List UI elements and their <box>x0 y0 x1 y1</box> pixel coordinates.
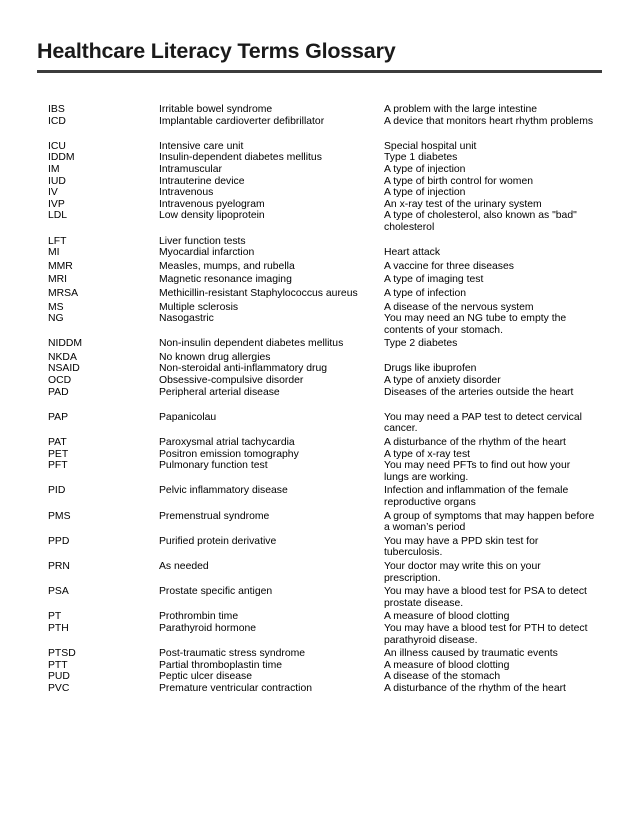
full-term: No known drug allergies <box>159 351 271 363</box>
full-term: Nasogastric <box>159 313 214 325</box>
definition: A type of birth control for women <box>384 175 534 187</box>
table-row <box>48 648 596 660</box>
full-term: Implantable cardioverter defibrillator <box>159 115 325 127</box>
table-row <box>48 261 596 273</box>
full-term: Post-traumatic stress syndrome <box>159 648 306 660</box>
abbreviation: MI <box>48 247 60 259</box>
full-term: Purified protein derivative <box>159 535 277 547</box>
abbreviation: MS <box>48 301 64 313</box>
definition: Diseases of the arteries outside the heart <box>384 386 574 398</box>
table-row <box>48 236 596 248</box>
abbreviation: PTT <box>48 659 68 671</box>
abbreviation: PUD <box>48 671 70 683</box>
abbreviation: LFT <box>48 235 67 247</box>
definition: Type 1 diabetes <box>384 152 458 164</box>
full-term: Intramuscular <box>159 163 222 175</box>
full-term: Peptic ulcer disease <box>159 671 252 683</box>
definition: A disease of the nervous system <box>384 301 534 313</box>
abbreviation: IDDM <box>48 152 75 164</box>
full-term: Myocardial infarction <box>159 247 255 259</box>
full-term: Irritable bowel syndrome <box>159 104 273 115</box>
abbreviation: PT <box>48 611 62 623</box>
full-term: Intravenous <box>159 187 214 199</box>
table-row <box>48 660 596 672</box>
abbreviation: NSAID <box>48 363 80 375</box>
definition: A type of cholesterol, also known as "bad" cholesterol <box>384 210 577 233</box>
table-row <box>48 611 596 623</box>
table-row <box>48 274 596 286</box>
abbreviation: IBS <box>48 104 65 115</box>
definition: A disturbance of the rhythm of the heart <box>384 437 566 449</box>
table-row <box>48 363 596 375</box>
abbreviation: IVP <box>48 198 65 210</box>
table-row <box>48 104 596 116</box>
table-row <box>48 437 596 449</box>
definition: A type of injection <box>384 187 466 199</box>
abbreviation: LDL <box>48 210 68 222</box>
definition: A type of x-ray test <box>384 448 471 460</box>
definition: Your doctor may write this on your prescription. <box>384 560 541 584</box>
definition: A type of imaging test <box>384 274 484 286</box>
table-row <box>48 176 596 188</box>
abbreviation: ICD <box>48 115 66 127</box>
definition: Special hospital unit <box>384 140 477 152</box>
table-row <box>48 302 596 314</box>
full-term: Non-steroidal anti-inflammatory drug <box>159 363 328 375</box>
full-term: Parathyroid hormone <box>159 622 257 634</box>
abbreviation: PRN <box>48 560 70 572</box>
title-divider <box>37 70 602 73</box>
table-row <box>48 352 596 364</box>
abbreviation: PFT <box>48 460 68 472</box>
page-title: Healthcare Literacy Terms Glossary <box>37 39 396 63</box>
definition: A problem with the large intestine <box>384 104 538 115</box>
glossary-table <box>48 104 596 695</box>
table-row <box>48 152 596 164</box>
table-row <box>48 247 596 259</box>
table-row <box>48 586 596 609</box>
table-row <box>48 671 596 683</box>
definition: A type of anxiety disorder <box>384 375 501 387</box>
definition: Heart attack <box>384 247 441 259</box>
definition: You may need PFTs to find out how your lungs are working. <box>384 460 571 483</box>
full-term: Insulin-dependent diabetes mellitus <box>159 152 322 164</box>
full-term: Premenstrual syndrome <box>159 510 270 522</box>
definition: A disturbance of the rhythm of the heart <box>384 682 566 694</box>
full-term: Positron emission tomography <box>159 448 299 460</box>
full-term: Prostate specific antigen <box>159 586 273 598</box>
table-row <box>48 338 596 350</box>
abbreviation: ICU <box>48 140 66 152</box>
definition: You may have a blood test for PTH to detect parathyroid disease. <box>384 622 588 646</box>
table-row <box>48 485 596 508</box>
full-term: Pelvic inflammatory disease <box>159 485 288 497</box>
abbreviation: PVC <box>48 682 70 694</box>
table-row <box>48 460 596 483</box>
definition: A type of injection <box>384 163 466 175</box>
abbreviation: IM <box>48 163 60 175</box>
abbreviation: PPD <box>48 535 70 547</box>
full-term: Methicillin-resistant Staphylococcus aureus <box>159 287 358 299</box>
abbreviation: PTSD <box>48 648 76 660</box>
abbreviation: NIDDM <box>48 338 83 350</box>
abbreviation: IUD <box>48 175 66 187</box>
definition: A device that monitors heart rhythm problems <box>384 115 594 127</box>
definition: You may have a blood test for PSA to detect prostate disease. <box>384 586 587 609</box>
full-term: As needed <box>159 560 209 572</box>
full-term: Paroxysmal atrial tachycardia <box>159 437 295 449</box>
abbreviation: PSA <box>48 586 69 598</box>
definition: You may need an NG tube to empty the contents of your stomach. <box>384 313 567 336</box>
table-row <box>48 449 596 461</box>
definition: You may have a PPD skin test for tuberculosis. <box>384 535 539 559</box>
full-term: Premature ventricular contraction <box>159 682 313 694</box>
table-row <box>48 199 596 211</box>
full-term: Intrauterine device <box>159 175 245 187</box>
full-term: Magnetic resonance imaging <box>159 274 292 286</box>
table-row <box>48 187 596 199</box>
definition: A measure of blood clotting <box>384 611 510 623</box>
abbreviation: PTH <box>48 622 69 634</box>
abbreviation: PID <box>48 485 66 497</box>
table-row <box>48 561 596 584</box>
table-row <box>48 141 596 153</box>
definition: Type 2 diabetes <box>384 338 458 350</box>
full-term: Measles, mumps, and rubella <box>159 260 295 272</box>
full-term: Multiple sclerosis <box>159 301 239 313</box>
full-term: Pulmonary function test <box>159 460 268 472</box>
full-term: Intravenous pyelogram <box>159 198 265 210</box>
definition: A group of symptoms that may happen before a woman’s period <box>384 510 595 534</box>
definition: Drugs like ibuprofen <box>384 363 477 375</box>
abbreviation: PAP <box>48 411 69 423</box>
abbreviation: MRSA <box>48 287 79 299</box>
definition: A disease of the stomach <box>384 671 501 683</box>
table-row <box>48 313 596 336</box>
definition: An illness caused by traumatic events <box>384 648 558 660</box>
abbreviation: IV <box>48 187 58 199</box>
abbreviation: PET <box>48 448 69 460</box>
abbreviation: NKDA <box>48 351 77 363</box>
definition: A type of infection <box>384 287 467 299</box>
full-term: Peripheral arterial disease <box>159 386 280 398</box>
table-row <box>48 164 596 176</box>
table-row <box>48 412 596 435</box>
table-row <box>48 511 596 534</box>
table-row <box>48 116 596 139</box>
abbreviation: MRI <box>48 274 68 286</box>
full-term: Intensive care unit <box>159 140 244 152</box>
full-term: Low density lipoprotein <box>159 210 265 222</box>
full-term: Non-insulin dependent diabetes mellitus <box>159 338 344 350</box>
table-row <box>48 536 596 559</box>
table-row <box>48 288 596 300</box>
definition: A measure of blood clotting <box>384 659 510 671</box>
definition: You may need a PAP test to detect cervical cancer. <box>384 411 582 435</box>
abbreviation: NG <box>48 313 64 325</box>
abbreviation: OCD <box>48 375 72 387</box>
table-row <box>48 623 596 646</box>
table-row <box>48 387 596 410</box>
table-row <box>48 683 596 695</box>
full-term: Liver function tests <box>159 235 246 247</box>
abbreviation: PAD <box>48 386 69 398</box>
abbreviation: PMS <box>48 510 71 522</box>
definition: An x-ray test of the urinary system <box>384 198 542 210</box>
table-row <box>48 210 596 233</box>
full-term: Obsessive-compulsive disorder <box>159 375 304 387</box>
definition: A vaccine for three diseases <box>384 260 514 272</box>
abbreviation: MMR <box>48 260 73 272</box>
definition: Infection and inflammation of the female reproductive organs <box>384 485 569 508</box>
full-term: Prothrombin time <box>159 611 239 623</box>
table-row <box>48 375 596 387</box>
full-term: Partial thromboplastin time <box>159 659 283 671</box>
full-term: Papanicolau <box>159 411 217 423</box>
abbreviation: PAT <box>48 437 67 449</box>
